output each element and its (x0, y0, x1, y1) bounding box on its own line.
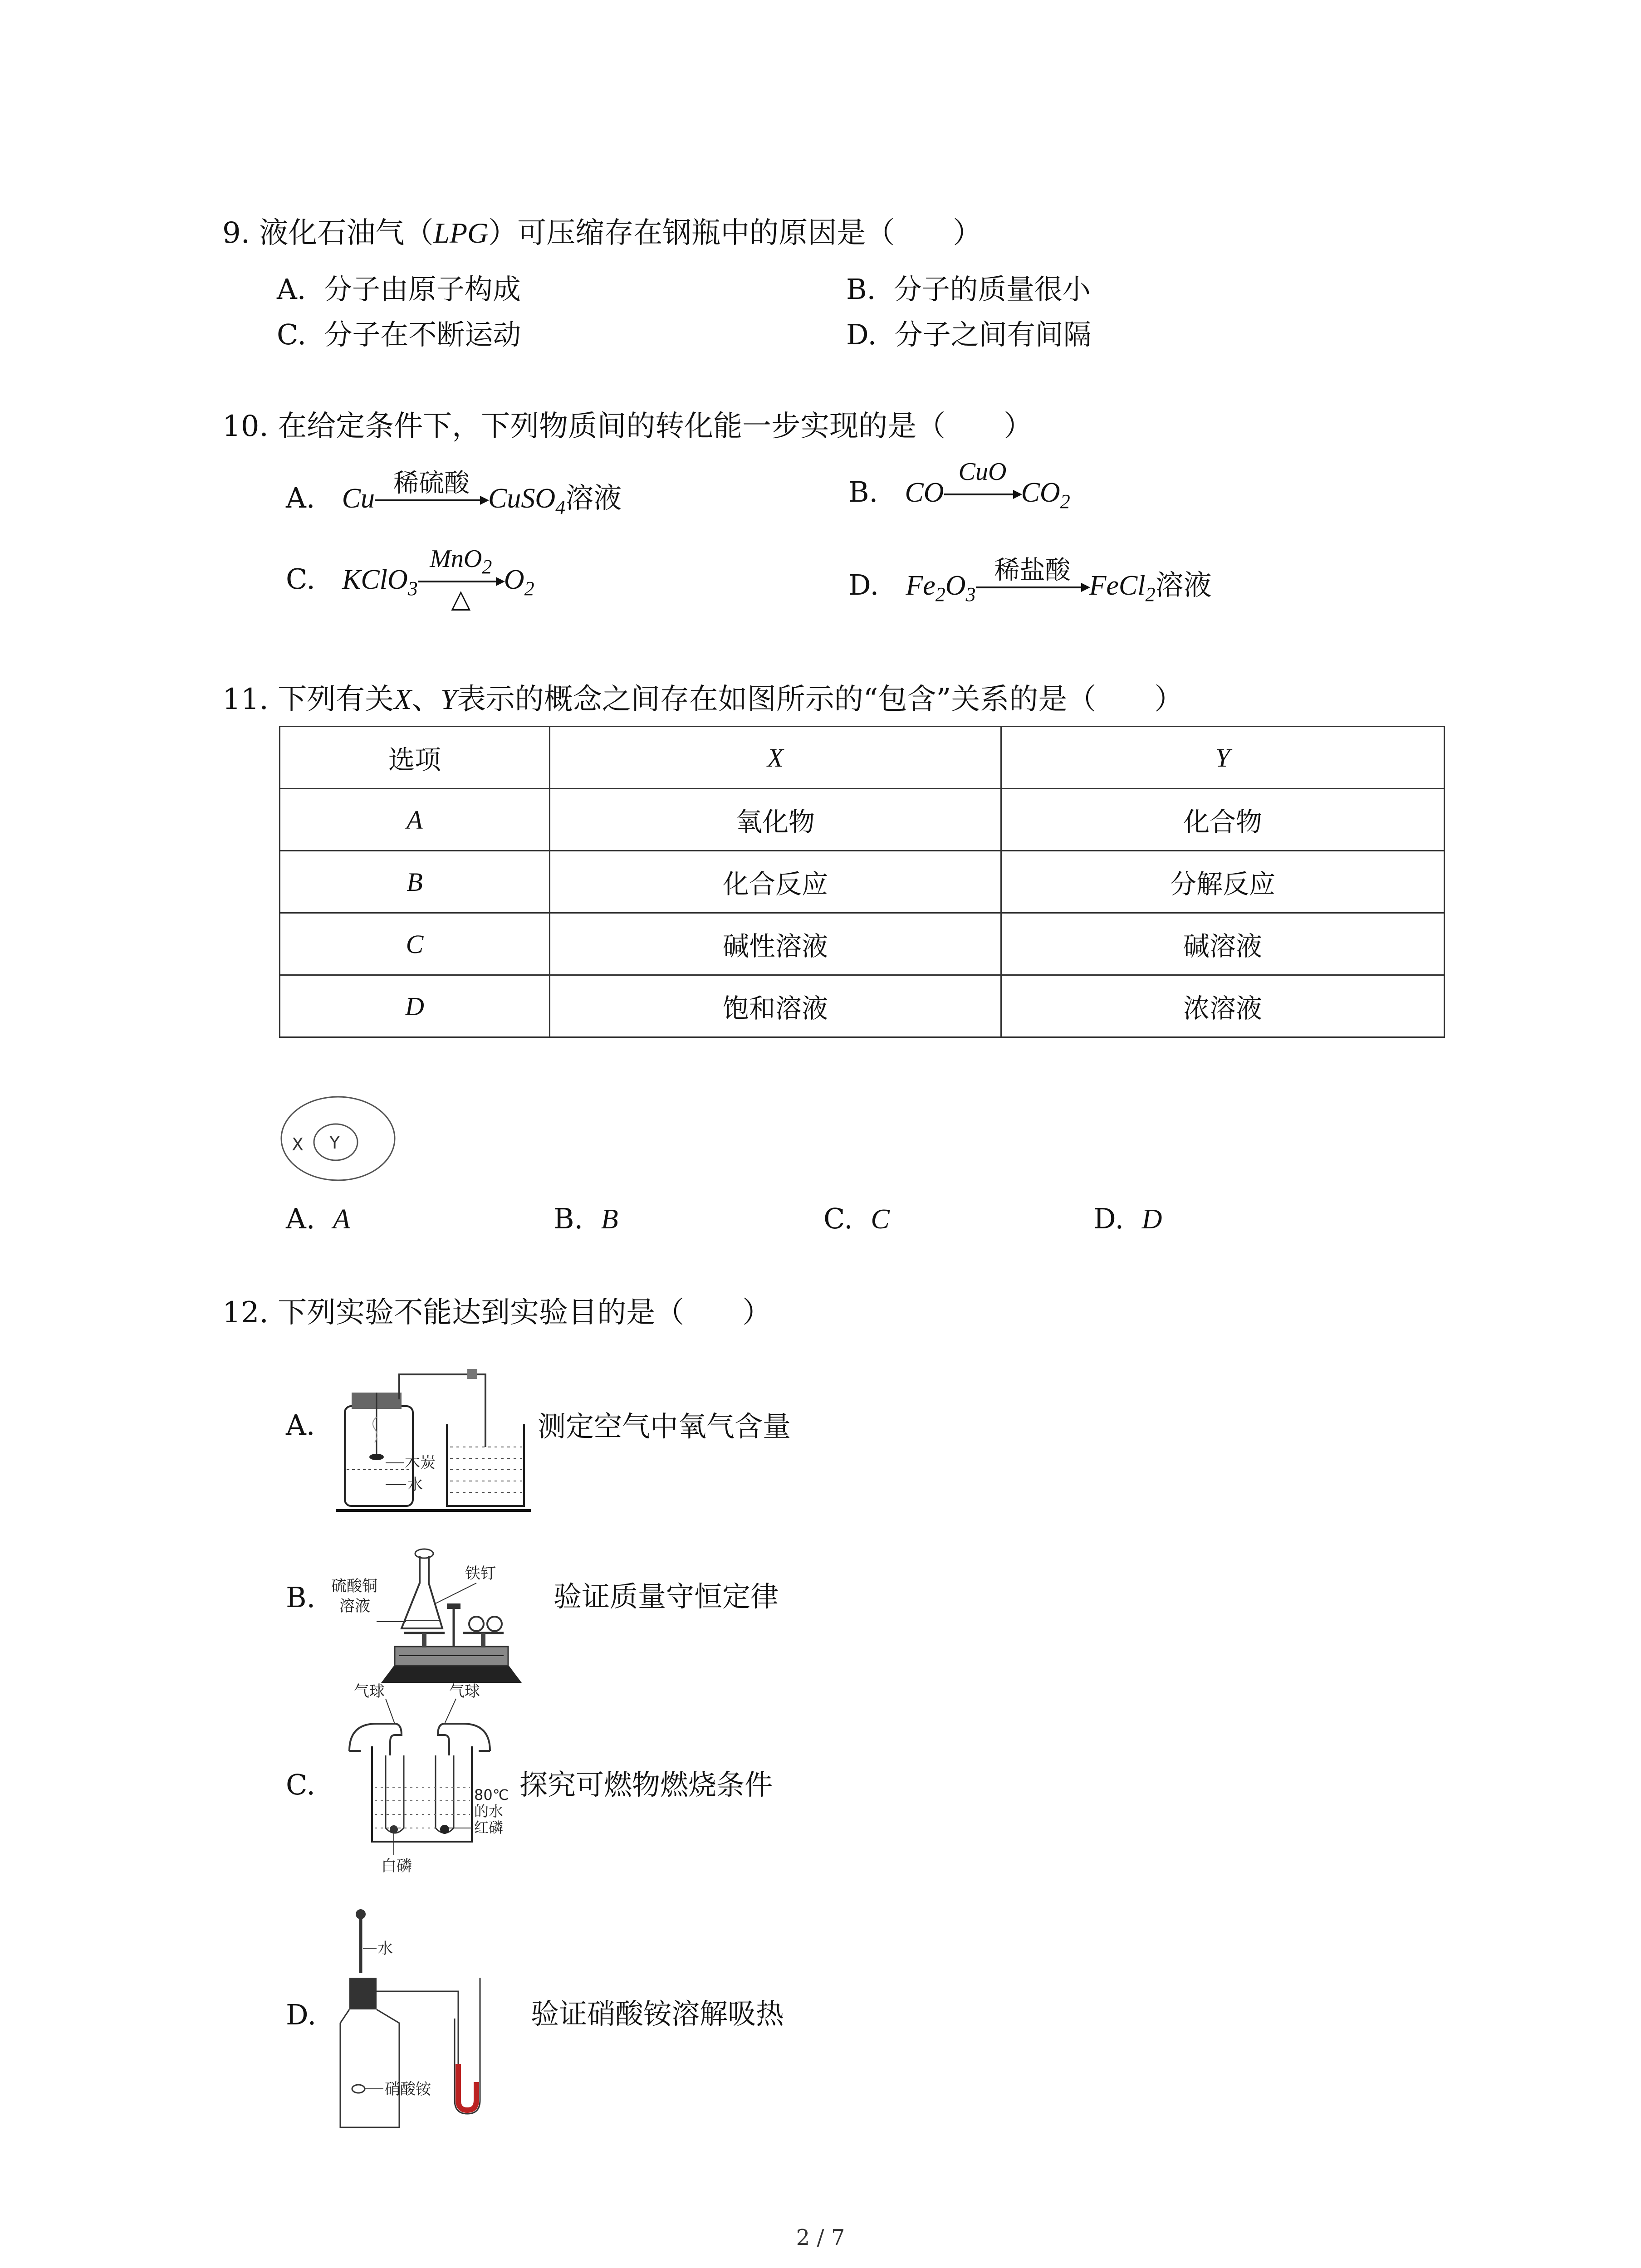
option-letter: B. (846, 273, 876, 306)
fig-label: 溶液 (339, 1597, 370, 1615)
var-y: Y (441, 683, 457, 715)
option-a-letter: A. (286, 1408, 315, 1442)
product: CO (1021, 477, 1060, 508)
arrow-condition: 稀硫酸 (393, 468, 470, 498)
option-b-letter: B. (286, 1581, 316, 1614)
connecting-tube (372, 1991, 458, 2091)
fig-label: 水 (407, 1476, 423, 1494)
fig-label: 白磷 (381, 1857, 412, 1875)
table-cell: C (280, 913, 550, 975)
option-d (848, 555, 1212, 606)
option-d (1093, 1202, 1162, 1236)
inner-label: Y (329, 1133, 340, 1153)
option-d-text: 验证硝酸铵溶解吸热 (531, 1997, 784, 2030)
table-row (280, 789, 1445, 851)
product: CuSO (488, 483, 556, 514)
product: O (504, 564, 524, 595)
option-letter: C. (277, 318, 306, 351)
subscript: 3 (965, 583, 976, 606)
question-number: 11. (222, 683, 269, 716)
option-letter: B. (848, 475, 878, 508)
stem-text: 下列有关 (278, 683, 394, 716)
fig-label: 硫酸铜 (331, 1577, 377, 1595)
option-d (846, 312, 1092, 352)
question-number: 12. (222, 1296, 269, 1330)
conical-flask (402, 1556, 442, 1628)
table-row (280, 975, 1445, 1037)
reactant: O (945, 570, 966, 601)
option-text: C (871, 1204, 890, 1235)
option-text: 分子在不断运动 (324, 318, 521, 351)
option-letter: A. (277, 273, 306, 306)
subscript: 2 (1060, 490, 1070, 513)
table-cell: D (280, 975, 550, 1037)
table-cell: 化合反应 (550, 851, 1001, 913)
option-text: 分子之间有间隔 (894, 318, 1092, 351)
option-a (286, 468, 622, 519)
fig-label: 气球 (354, 1682, 385, 1701)
table-cell: 化合物 (1001, 789, 1445, 851)
fig-label: 的水 (474, 1803, 504, 1820)
reaction-arrow (976, 555, 1089, 596)
stem-text: 表示的概念之间存在如图所示的“包含”关系的是（ ） (456, 683, 1184, 716)
fig-label: 80℃ (474, 1786, 509, 1804)
table-header: 选项 (280, 727, 550, 789)
question-number: 9. (222, 216, 250, 250)
table-cell: B (280, 851, 550, 913)
stem-text: ）可压缩存在钢瓶中的原因是（ ） (488, 216, 982, 250)
apparatus-a-figure (331, 1356, 535, 1520)
question-12-stem (222, 1296, 772, 1330)
inclusion-diagram (277, 1093, 404, 1184)
product-suffix: 溶液 (565, 481, 622, 514)
option-c (823, 1202, 890, 1236)
table-cell: 氧化物 (550, 789, 1001, 851)
table-row (280, 913, 1445, 975)
arrow-condition: 稀盐酸 (994, 555, 1071, 585)
fig-label: 木炭 (405, 1454, 436, 1472)
charcoal-spoon (369, 1454, 384, 1460)
fig-label: 水 (377, 1940, 393, 1958)
product: FeCl (1089, 570, 1146, 601)
reactant: Cu (342, 483, 375, 514)
var-x: X (394, 683, 412, 715)
beaker (372, 1746, 472, 1842)
option-letter: D. (848, 568, 879, 601)
option-text: B (601, 1204, 618, 1235)
table-cell: 碱溶液 (1001, 913, 1445, 975)
stem-text: 液化石油气（ (259, 216, 434, 250)
option-letter: C. (286, 562, 315, 596)
option-letter: C. (823, 1202, 853, 1235)
option-letter: D. (1093, 1202, 1124, 1235)
red-phosphorus (440, 1825, 449, 1834)
option-letter: A. (286, 1202, 315, 1235)
question-10-stem (222, 412, 1033, 441)
stopper (349, 1978, 377, 2009)
stem-abbr: LPG (433, 217, 489, 249)
table-cell: 碱性溶液 (550, 913, 1001, 975)
option-b (848, 457, 1070, 513)
table-header-row (280, 727, 1445, 789)
option-d-letter: D. (286, 1998, 317, 2031)
table-cell: A (280, 789, 550, 851)
table-header: Y (1001, 727, 1445, 789)
subscript: 2 (482, 555, 492, 578)
fig-label: 气球 (449, 1682, 480, 1701)
question-9-stem (222, 216, 982, 250)
option-text: D (1141, 1204, 1162, 1235)
option-a-text: 测定空气中氧气含量 (538, 1410, 791, 1443)
arrow-condition: CuO (958, 457, 1007, 486)
option-b (554, 1202, 618, 1236)
fig-label: 铁钉 (465, 1564, 496, 1583)
option-a (286, 1202, 350, 1236)
option-letter: B. (554, 1202, 583, 1235)
stem-text: 在给定条件下，下列物质间的转化能一步实现的是（ ） (278, 410, 1033, 443)
subscript: 2 (524, 577, 534, 600)
table-cell: 浓溶液 (1001, 975, 1445, 1037)
red-liquid (458, 2064, 476, 2110)
white-phosphorus (390, 1825, 398, 1833)
reaction-arrow (375, 468, 488, 509)
option-text: 分子由原子构成 (323, 273, 521, 306)
fig-label: 硝酸铵 (385, 2080, 431, 2098)
option-c-letter: C. (286, 1768, 315, 1801)
flask (340, 2009, 399, 2127)
option-letter: D. (846, 318, 877, 351)
options-table (279, 726, 1445, 1038)
subscript: 2 (1145, 583, 1156, 606)
reactant: CO (905, 477, 944, 508)
option-text: A (333, 1204, 350, 1235)
reactant: KClO (342, 564, 408, 595)
product-suffix: 溶液 (1155, 568, 1212, 601)
option-c (286, 544, 534, 614)
stem-text: 下列实验不能达到实验目的是（ ） (278, 1296, 772, 1330)
heat-symbol: △ (451, 584, 471, 614)
table-cell: 饱和溶液 (550, 975, 1001, 1037)
reaction-arrow (944, 457, 1021, 503)
subscript: 3 (407, 577, 418, 600)
apparatus-c-figure (336, 1678, 517, 1892)
table-cell: 分解反应 (1001, 851, 1445, 913)
option-a (277, 267, 521, 307)
fig-label: 红磷 (474, 1819, 504, 1836)
arrow-condition: MnO (430, 544, 482, 573)
question-11-stem (222, 685, 1183, 714)
apparatus-d-figure (327, 1901, 535, 2136)
outer-label: X (292, 1134, 304, 1154)
option-c-text: 探究可燃物燃烧条件 (519, 1768, 773, 1801)
subscript: 2 (935, 583, 945, 606)
apparatus-b-figure (327, 1515, 535, 1687)
option-b-text: 验证质量守恒定律 (554, 1580, 779, 1613)
question-number: 10. (222, 410, 269, 443)
stem-text: 、 (411, 683, 441, 716)
option-b (846, 267, 1091, 307)
page-number: 2 / 7 (796, 2225, 845, 2250)
reactant: Fe (906, 570, 936, 601)
table-row (280, 851, 1445, 913)
option-letter: A. (286, 481, 315, 514)
option-c (277, 312, 521, 352)
option-text: 分子的质量很小 (893, 273, 1091, 306)
table-header: X (550, 727, 1001, 789)
subscript: 4 (555, 496, 566, 518)
reaction-arrow (418, 544, 504, 614)
